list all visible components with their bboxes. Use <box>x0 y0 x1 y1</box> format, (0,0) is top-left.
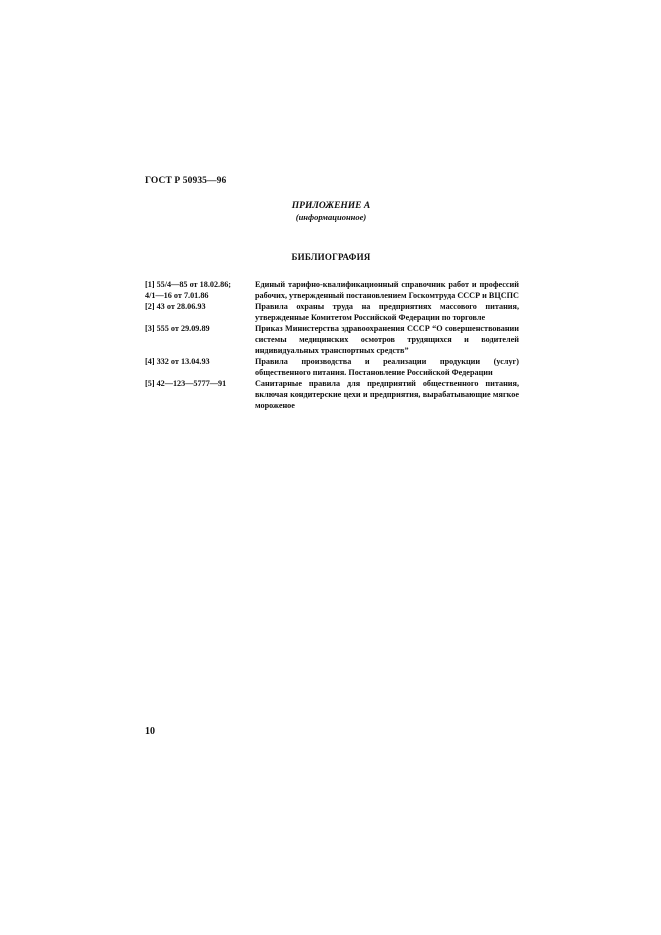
bibliography-entry-5 <box>145 379 519 411</box>
entry-reference: [5] 42—123—5777—91 <box>145 379 227 389</box>
entry-reference: [3] 555 от 29.09.89 <box>145 324 210 334</box>
bibliography-entry-3 <box>145 324 519 356</box>
entry-description: Приказ Министерства здравоохранения СССР “О совершенствовании системы медицинских осмотров трудящихся и водителей индивидуальных транспортных средств” <box>255 324 519 355</box>
bibliography-list <box>145 280 519 412</box>
appendix-title: ПРИЛОЖЕНИЕ А <box>291 201 371 211</box>
entry-reference: [4] 332 от 13.04.93 <box>145 357 210 367</box>
page-number: 10 <box>145 726 155 737</box>
bibliography-title: БИБЛИОГРАФИЯ <box>291 252 371 262</box>
bibliography-entry-4 <box>145 357 519 378</box>
bibliography-entry-2 <box>145 302 519 323</box>
entry-description: Санитарные правила для предприятий общественного питания, включая кондитерские цехи и предприятия, вырабатывающие мягкое мороженое <box>255 379 519 410</box>
entry-reference: [1] 55/4—85 от 18.02.86; 4/1—16 от 7.01.86 <box>145 280 232 300</box>
appendix-subtitle: (информационное) <box>295 212 367 222</box>
entry-description: Правила производства и реализации продукции (услуг) общественного питания. Постановление Российской Федерации <box>255 357 519 377</box>
document-id: ГОСТ Р 50935—96 <box>145 176 227 186</box>
bibliography-entry-1 <box>145 280 519 301</box>
entry-description: Единый тарифно-квалификационный справочник работ и профессий рабочих, утвержденный постановлением Госкомтруда СССР и ВЦСПС <box>255 280 519 300</box>
entry-description: Правила охраны труда на предприятиях массового питания, утвержденные Комитетом Российской Федерации по торговле <box>255 302 519 322</box>
appendix-heading <box>145 201 517 223</box>
entry-reference: [2] 43 от 28.06.93 <box>145 302 206 312</box>
